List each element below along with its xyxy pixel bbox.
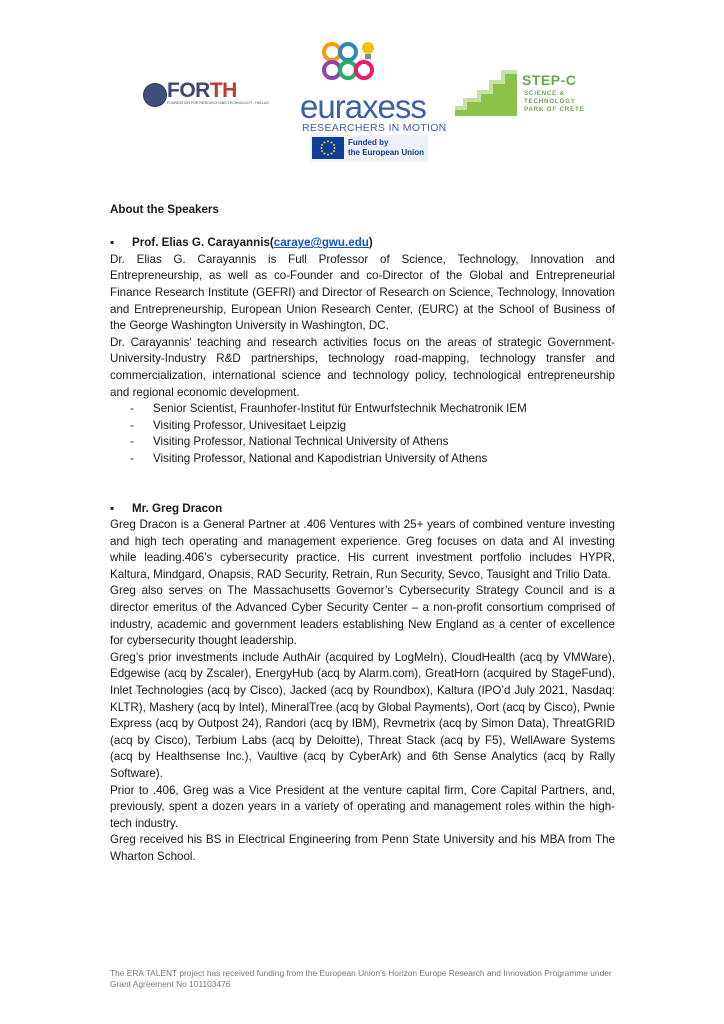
- speaker-1-name: Prof. Elias G. Carayannis: [132, 236, 270, 250]
- step-c-line-1: SCIENCE &: [524, 90, 565, 97]
- speaker-2-bio-paragraph-5: Greg received his BS in Electrical Engineering from Penn State University and his MBA from The Wharton School.: [110, 833, 615, 863]
- square-bullet-icon: ▪: [110, 501, 115, 515]
- speaker-1-roles-list: [110, 401, 615, 467]
- list-item: - Visiting Professor, Univesitaet Leipzig: [130, 418, 347, 432]
- step-c-line-2: TECHNOLOGY: [524, 98, 576, 105]
- eu-funding-badge: [310, 135, 428, 162]
- forth-wordmark: FORTH: [167, 79, 237, 102]
- euraxess-wordmark: euraxess: [300, 88, 426, 125]
- list-item: - Senior Scientist, Fraunhofer-Institut für Entwurfstechnik Mechatronik IEM: [130, 402, 527, 416]
- eu-funding-text: Funded by the European Union: [348, 138, 424, 157]
- step-stairs-icon: [455, 70, 517, 116]
- funding-footer: The ERA TALENT project has received funding from the European Union’s Horizon Europe Research and Innovation Programme under Grant Agreement No 101103476: [110, 968, 612, 989]
- speakers-section: [110, 202, 615, 866]
- section-heading: About the Speakers: [110, 203, 219, 216]
- step-c-logo: [455, 70, 605, 116]
- step-c-title: STEP-C: [522, 72, 577, 88]
- speaker-2-bio-paragraph-3: Greg’s prior investments include AuthAir (acquired by LogMeIn), CloudHealth (acq by VMWare), Edgewise (acq by Zscaler), EnergyHub (acq by Alarm.com), GreatHorn (acquired by StageFund), Inlet Technologies (acq by Cisco), Jacked (acq by Roundbox), Kaltura (IPO’d July 2021, Nasdaq: KLTR), Mashery (acq by Intel), MineralTree (acq by Global Payments), Oort (acq by Cisco), Pwnie Express (acq by Outpost 24), Randori (acq by IBM), Revmetrix (acq by Simon Data), ThreatGRID (acq by Cisco), Terbium Labs (acq by Deloitte), Threat Stack (acq by F5), WellAware Systems (acq by Healthsense Inc.), Vaultive (acq by CyberArk) and 6th Sense Analytics (acq by Rally Software).: [110, 650, 615, 780]
- euraxess-logo: [300, 38, 447, 163]
- forth-logo: [143, 79, 278, 107]
- speaker-2-bio-paragraph-4: Prior to .406, Greg was a Vice President at the venture capital firm, Core Capital Partners, and, previously, spent a dozen years in a variety of operating and management roles within the high-tech industry.: [110, 783, 615, 830]
- speaker-1-email-link[interactable]: caraye@gwu.edu: [273, 236, 369, 250]
- speaker-1-heading: ▪ Prof. Elias G. Carayannis ( caraye@gwu.edu ): [110, 235, 615, 252]
- step-c-line-3: PARK OF CRETE: [524, 106, 585, 113]
- forth-seal-icon: [143, 83, 167, 107]
- euraxess-rings-icon: [320, 38, 380, 88]
- list-item: - Visiting Professor, National Technical University of Athens: [130, 435, 449, 449]
- forth-subtitle: FOUNDATION FOR RESEARCH AND TECHNOLOGY - HELLAS: [167, 101, 269, 105]
- speaker-1-bio-paragraph-2: Dr. Carayannis' teaching and research activities focus on the areas of strategic Government-University-Industry R&D partnerships, technology road-mapping, technology transfer and commercialization, international science and technology policy, technological entrepreneurship and regional economic development.: [110, 335, 615, 399]
- list-item: - Visiting Professor, National and Kapodistrian University of Athens: [130, 451, 488, 465]
- speaker-2-bio-paragraph-2: Greg also serves on The Massachusetts Governor’s Cybersecurity Strategy Council and is a director emeritus of the Advanced Cyber Security Center – a non-profit consortium comprised of industry, academic and government leaders establishing New England as a center of excellence for cybersecurity thought leadership.: [110, 584, 615, 648]
- speaker-1-bio-paragraph-1: Dr. Elias G. Carayannis is Full Professor of Science, Technology, Innovation and Entrepreneurship, as well as co-Founder and co-Director of the Global and Entrepreneurial Finance Research Institute (GEFRI) and Director of Research on Science, Technology, Innovation and Entrepreneurship, European Union Research Center, (EURC) at the School of Business of the George Washington University in Washington, DC.: [110, 252, 615, 333]
- square-bullet-icon: ▪: [110, 236, 115, 250]
- speaker-2-heading: [110, 501, 615, 518]
- speaker-2-bio-paragraph-1: Greg Dracon is a General Partner at .406 Ventures with 25+ years of combined venture investing and high tech operating and management experience. Greg focuses on data and AI investing while leading.406’s cybersecurity practice. His current investment portfolio includes HYPR, Kaltura, Mindgard, Onapsis, RAD Security, Retrain, Run Security, Sevco, Tausight and Trilio Data.: [110, 518, 615, 581]
- eu-flag-icon: [312, 137, 344, 159]
- euraxess-tagline: RESEARCHERS IN MOTION: [302, 122, 447, 134]
- speaker-2-name: Mr. Greg Dracon: [132, 501, 223, 515]
